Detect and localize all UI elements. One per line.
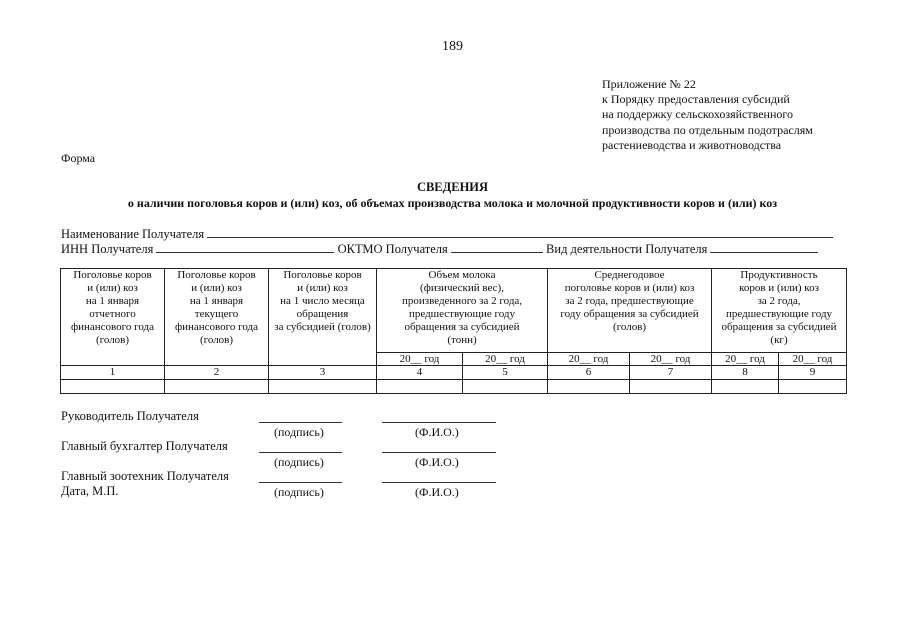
header-cell: Поголовье коров и (или) коз на 1 января текущего финансового года (голов) <box>165 269 269 366</box>
column-number: 1 <box>61 366 165 380</box>
accountant-signature-line[interactable] <box>259 452 342 453</box>
form-label: Форма <box>61 151 96 165</box>
column-number: 9 <box>779 366 847 380</box>
signature-caption: (подпись) <box>274 485 324 499</box>
accountant-label: Главный бухгалтер Получателя <box>61 439 228 453</box>
header-cell: Среднегодовое поголовье коров и (или) коз за 2 года, предшествующие году обращения за субсидией (голов) <box>548 269 712 353</box>
column-number: 6 <box>548 366 630 380</box>
head-name-line[interactable] <box>382 422 496 423</box>
header-cell: Поголовье коров и (или) коз на 1 января отчетного финансового года (голов) <box>61 269 165 366</box>
appendix-line: на поддержку сельскохозяйственного <box>602 107 794 122</box>
table-cell[interactable] <box>61 380 165 394</box>
year-cell: 20__ год <box>463 353 548 366</box>
inn-field[interactable] <box>156 240 334 253</box>
document-subtitle: о наличии поголовья коров и (или) коз, об объемах производства молока и молочной продуктивности коров и (или) коз <box>127 196 778 210</box>
table-cell[interactable] <box>377 380 463 394</box>
activity-label: Вид деятельности Получателя <box>546 242 708 256</box>
signature-caption: (подпись) <box>274 425 324 439</box>
zootechnician-name-line[interactable] <box>382 482 496 483</box>
appendix-line: производства по отдельным подотраслям <box>602 122 813 137</box>
column-number: 4 <box>377 366 463 380</box>
date-stamp-label: Дата, М.П. <box>61 484 119 498</box>
inn-label: ИНН Получателя <box>61 242 154 256</box>
appendix-line: Приложение № 22 <box>602 77 696 91</box>
year-cell: 20__ год <box>548 353 630 366</box>
table-cell[interactable] <box>630 380 712 394</box>
oktmo-label: ОКТМО Получателя <box>337 242 448 256</box>
column-number: 8 <box>712 366 779 380</box>
zootechnician-signature-line[interactable] <box>259 482 342 483</box>
recipient-name-field[interactable] <box>207 225 833 238</box>
appendix-note <box>602 77 813 153</box>
head-label: Руководитель Получателя <box>61 409 199 423</box>
table-cell[interactable] <box>779 380 847 394</box>
table-cell[interactable] <box>712 380 779 394</box>
header-cell: Поголовье коров и (или) коз на 1 число месяца обращения за субсидией (голов) <box>269 269 377 366</box>
table-row <box>61 380 847 394</box>
data-table <box>60 268 847 394</box>
column-number: 3 <box>269 366 377 380</box>
year-cell: 20__ год <box>779 353 847 366</box>
accountant-name-line[interactable] <box>382 452 496 453</box>
table-cell[interactable] <box>548 380 630 394</box>
recipient-ids-row <box>61 240 818 257</box>
table-cell[interactable] <box>463 380 548 394</box>
name-caption: (Ф.И.О.) <box>415 455 459 469</box>
column-number: 2 <box>165 366 269 380</box>
table-cell[interactable] <box>269 380 377 394</box>
signature-caption: (подпись) <box>274 455 324 469</box>
recipient-name-label: Наименование Получателя <box>61 227 205 241</box>
year-cell: 20__ год <box>630 353 712 366</box>
year-cell: 20__ год <box>377 353 463 366</box>
name-caption: (Ф.И.О.) <box>415 485 459 499</box>
appendix-line: к Порядку предоставления субсидий <box>602 92 790 107</box>
column-number: 5 <box>463 366 548 380</box>
head-signature-line[interactable] <box>259 422 342 423</box>
appendix-line: растениеводства и животноводства <box>602 137 782 152</box>
document-title: СВЕДЕНИЯ <box>416 180 489 194</box>
year-cell: 20__ год <box>712 353 779 366</box>
oktmo-field[interactable] <box>451 240 543 253</box>
header-cell: Продуктивность коров и (или) коз за 2 года, предшествующие году обращения за субсидией (кг) <box>712 269 847 353</box>
zootechnician-label: Главный зоотехник Получателя <box>61 469 229 483</box>
header-cell: Объем молока (физический вес), произведенного за 2 года, предшествующие году обращения за субсидией (тонн) <box>377 269 548 353</box>
page-number: 189 <box>442 39 463 54</box>
activity-field[interactable] <box>710 240 818 253</box>
table-cell[interactable] <box>165 380 269 394</box>
name-caption: (Ф.И.О.) <box>415 425 459 439</box>
column-number: 7 <box>630 366 712 380</box>
